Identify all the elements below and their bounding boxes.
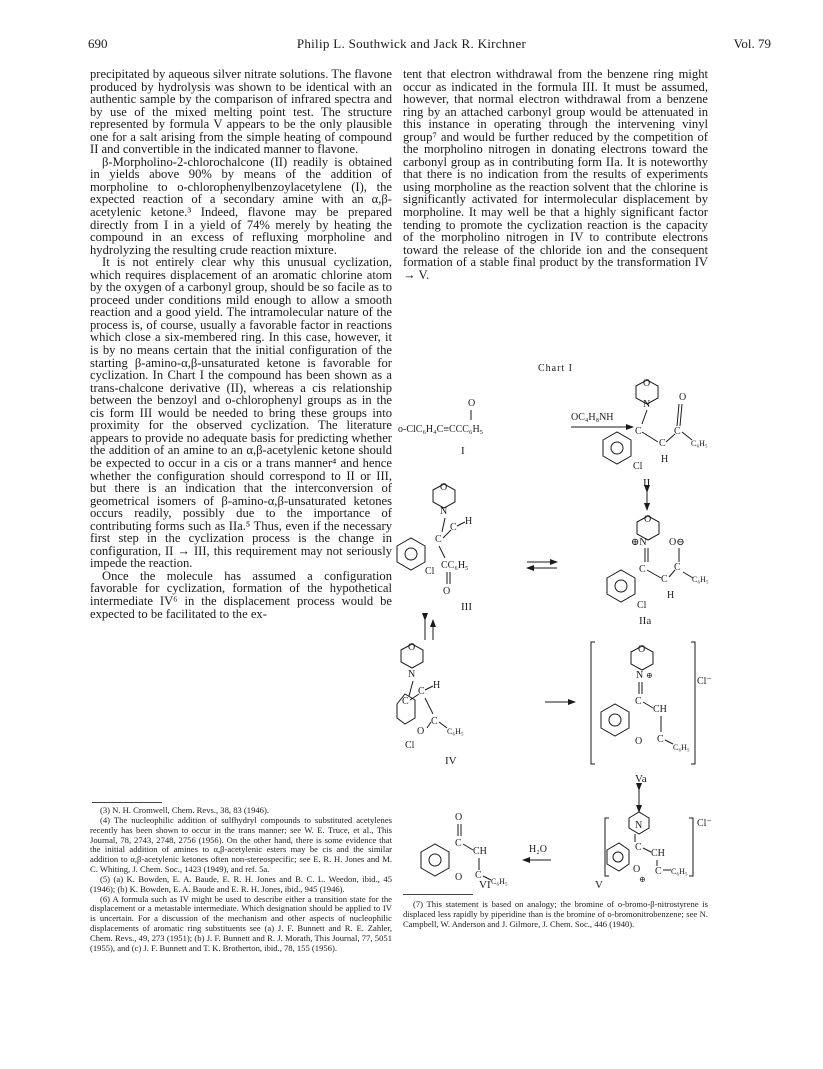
carbon-atom: C bbox=[635, 842, 642, 853]
chart-title: Chart I bbox=[537, 363, 574, 374]
positive-charge: ⊕ bbox=[646, 671, 653, 680]
phenyl-group: C₆H₅ bbox=[691, 439, 708, 448]
morpholine-oxygen: O bbox=[408, 642, 416, 653]
label-IV: IV bbox=[445, 755, 457, 767]
label-VI: VI bbox=[479, 879, 491, 890]
paragraph: Once the molecule has assumed a configuration favorable for cyclization, formation of the hypothetical intermediate IV⁶ in the displacement process would be expected to be facilitated to the ex- bbox=[90, 568, 392, 621]
morpholine-nitrogen: N bbox=[643, 399, 651, 410]
carbon-atom: C bbox=[674, 426, 681, 437]
morpholine-oxygen: O bbox=[644, 514, 652, 525]
paragraph: tent that electron withdrawal from the benzene ring might occur as indicated in the formula III. It must be assumed, however, that normal electron withdrawal from a benzene ring by an attached carbonyl group would be attenuated in this instance in operating through the intervening vinyl group⁷ and would be further reduced by the competition of the morpholino nitrogen in donating electrons toward the carbonyl group as in contributing form IIa. It is noteworthy that there is no indication from the results of experiments using morpholine as the reaction solvent that the chlorine is significantly activated for intermolecular displacement by morpholine. It may well be that a highly significant factor tending to promote the cyclization reaction is the capacity of the morpholino nitrogen in IV to contribute electrons toward the release of the chloride ion and the consequent formation of a stable final product by the transformation IV → V. bbox=[403, 67, 708, 282]
right-column bbox=[403, 68, 708, 281]
phenyl-group: C₆H₅ bbox=[692, 575, 709, 584]
carbon-atom: C bbox=[635, 696, 642, 707]
carbon-atom: C bbox=[657, 734, 664, 745]
ring-oxygen: O bbox=[633, 864, 641, 875]
phenyl-group: C₆H₅ bbox=[673, 743, 690, 752]
footnote: (6) A formula such as IV might be used to describe either a transition state for the displacement or a metastable intermediate. Which designation should be applied to IV is uncertain. For a discussion of the mechanism and other aspects of nucleophilic displacements of aromatic ring substituents see (a) J. F. Bunnett and R. E. Zahler, Chem. Revs., 49, 273 (1951); (b) J. F. Bunnett and R. J. Morath, This Journal, 77, 5051 (1955), and (c) J. F. Bunnett and T. K. Brotherton, ibid., 78, 155 (1956). bbox=[90, 893, 392, 953]
carbonyl-oxygen: O bbox=[679, 392, 687, 403]
phenyl-group: C₆H₅ bbox=[447, 727, 464, 736]
reaction-arrow-reagent: OC₄H₈NH bbox=[571, 412, 614, 423]
footnote: (5) (a) K. Bowden, E. A. Baude, E. R. H. Jones and B. C. L. Weedon, ibid., 45 (1946); (b) K. Bowden, E. A. Baude and E. R. H. Jones, ibid., 945 (1946). bbox=[90, 873, 392, 894]
paragraph: precipitated by aqueous silver nitrate solutions. The flavone produced by hydrolysis was shown to be identical with an authentic sample by the comparison of infrared spectra and by use of the mixed melting point test. The structure represented by formula V appears to be the only plausible one for a salt arising from the simple heating of compound II and convertible in the indicated manner to flavone. bbox=[90, 67, 392, 157]
chlorine-atom: Cl bbox=[405, 740, 415, 751]
morpholine-nitrogen: N bbox=[440, 506, 448, 517]
enolate-oxygen: O⊖ bbox=[669, 537, 685, 548]
carbon-atom: C bbox=[639, 564, 646, 575]
carbon-atom: C bbox=[435, 534, 442, 545]
morpholine-oxygen: O bbox=[643, 378, 651, 389]
morpholine-nitrogen: N bbox=[636, 670, 644, 681]
carbon-atom: C bbox=[635, 426, 642, 437]
footnote-rule bbox=[403, 894, 473, 895]
label-IIa: IIa bbox=[639, 615, 652, 627]
footnote-rule bbox=[92, 802, 162, 803]
footnote: (7) This statement is based on analogy; the bromine of o-bromo-β-nitrostyrene is displaced less rapidly by piperidine than is the bromine of o-bromonitrobenzene; see N. Campbell, W. Anderson and J. Gilmore, J. Chem. Soc., 446 (1940). bbox=[403, 899, 708, 929]
carbon-atom: C bbox=[455, 838, 462, 849]
ch-group: CH bbox=[651, 848, 665, 859]
carbon-atom: C bbox=[661, 574, 668, 585]
vinyl-hydrogen: H bbox=[465, 516, 473, 527]
ring-oxygen: O bbox=[635, 736, 643, 747]
carbon-atom: C bbox=[418, 686, 425, 697]
footnote: (3) N. H. Cromwell, Chem. Revs., 38, 83 (1946). bbox=[100, 805, 269, 815]
footnote: (4) The nucleophilic addition of sulfhydryl compounds to substituted acetylenes recently has been shown to occur in the trans manner; see W. E. Truce, et al., This Journal, 78, 2743, 2748, 2756 (1956). On the other hand, there is some evidence that the initial addition of amines to α,β-acetylenic esters may be cis and the similar addition to α,β-acetylenic ketones often non-stereospecific; see E. R. H. Jones and M. C. Whiting, J. Chem. Soc., 1423 (1949), and ref. 5a. bbox=[90, 814, 392, 875]
carbon-atom: C bbox=[655, 866, 662, 877]
label-I: I bbox=[461, 445, 465, 457]
morpholine-nitrogen: N bbox=[408, 669, 416, 680]
label-Va: Va bbox=[635, 773, 647, 785]
ch-group: CH bbox=[473, 846, 487, 857]
carbon-atom: C bbox=[475, 870, 482, 881]
carbon-atom: C bbox=[402, 696, 409, 707]
phenyl-group: C₆H₅ bbox=[491, 877, 508, 886]
reaction-scheme bbox=[395, 372, 715, 890]
reagent-formula: o-ClC₆H₄C≡CCC₆H₅ bbox=[398, 424, 484, 435]
page-number: 690 bbox=[88, 36, 108, 51]
morpholine-oxygen: O bbox=[440, 482, 448, 493]
label-V: V bbox=[595, 879, 603, 890]
label-II: II bbox=[643, 477, 651, 489]
chlorine-atom: Cl bbox=[425, 566, 435, 577]
phenyl-group: C₆H₅ bbox=[671, 867, 688, 876]
ch-group: CH bbox=[653, 704, 667, 715]
left-column bbox=[90, 68, 392, 620]
chlorine-atom: Cl bbox=[637, 600, 647, 611]
ammonium-nitrogen: ⊕N bbox=[631, 537, 647, 548]
footnotes-right bbox=[403, 900, 708, 930]
carbon-atom: C bbox=[450, 522, 457, 533]
carbon-atom: C bbox=[674, 562, 681, 573]
paragraph: β-Morpholino-2-chlorochalcone (II) readily is obtained in yields above 90% by means of the addition of morpholine to o-chlorophenylbenzoylacetylene (I), the expected reaction of a secondary amine with an α,β-acetylenic ketone.³ Indeed, flavone may be prepared directly from I in a yield of 74% merely by heating the compound in an excess of refluxing morpholine and hydrolyzing the resulting crude reaction mixture. bbox=[90, 154, 392, 257]
chlorine-atom: Cl bbox=[633, 461, 643, 472]
vinyl-hydrogen: H bbox=[661, 454, 669, 465]
positive-charge: ⊕ bbox=[639, 875, 646, 884]
vinyl-hydrogen: H bbox=[667, 590, 675, 601]
carbon-atom: C bbox=[431, 716, 438, 727]
hydrolysis-reagent: H₂O bbox=[529, 844, 547, 855]
volume-number: Vol. 79 bbox=[733, 36, 771, 51]
morpholine-nitrogen: N bbox=[635, 820, 643, 831]
footnotes-left bbox=[90, 806, 392, 954]
ring-oxygen: O bbox=[455, 872, 463, 883]
label-III: III bbox=[461, 601, 472, 613]
running-header-authors: Philip L. Southwick and Jack R. Kirchner bbox=[296, 36, 527, 51]
ring-oxygen: O bbox=[417, 726, 425, 737]
carbon-atom: C bbox=[659, 438, 666, 449]
chloride-counterion: Cl⁻ bbox=[697, 676, 712, 687]
carbonyl-oxygen: O bbox=[443, 586, 451, 597]
benzoyl-group: CC₆H₅ bbox=[441, 560, 469, 571]
carbonyl-oxygen: O bbox=[455, 812, 463, 823]
chloride-counterion: Cl⁻ bbox=[697, 818, 712, 829]
morpholine-oxygen: O bbox=[638, 644, 646, 655]
vinyl-hydrogen: H bbox=[433, 680, 441, 691]
paragraph: It is not entirely clear why this unusual cyclization, which requires displacement of an aromatic chlorine atom by the oxygen of a carbonyl group, should be so facile as to proceed under conditions mild enough to allow a smooth reaction and a good yield. The intramolecular nature of the process is, of course, usually a favorable factor in reactions which close a six-membered ring. In this case, however, it is by no means certain that the initial configuration of the starting β-amino-α,β-unsaturated ketone is favorable for cyclization. In Chart I the compound has been shown as a trans-chalcone derivative (II), whereas a cis relationship between the benzoyl and o-chlorophenyl groups as in the cis form III would be needed to bring these groups into proximity for the observed cyclization. The literature appears to provide no adequate basis for predicting whether the addition of an amine to an α,β-acetylenic ketone should be expected to occur in a cis or a trans manner⁴ and hence whether the configuration should correspond to II or III, but there is an indication that the interconversion of geometrical isomers of β-amino-α,β-unsaturated ketones occurs readily, possibly due to the importance of contributing forms such as IIa.⁵ Thus, even if the necessary first step in the cyclization process is the change in configuration, II → III, this requirement may not seriously impede the reaction. bbox=[90, 255, 392, 571]
carbonyl-oxygen: O bbox=[468, 398, 476, 409]
